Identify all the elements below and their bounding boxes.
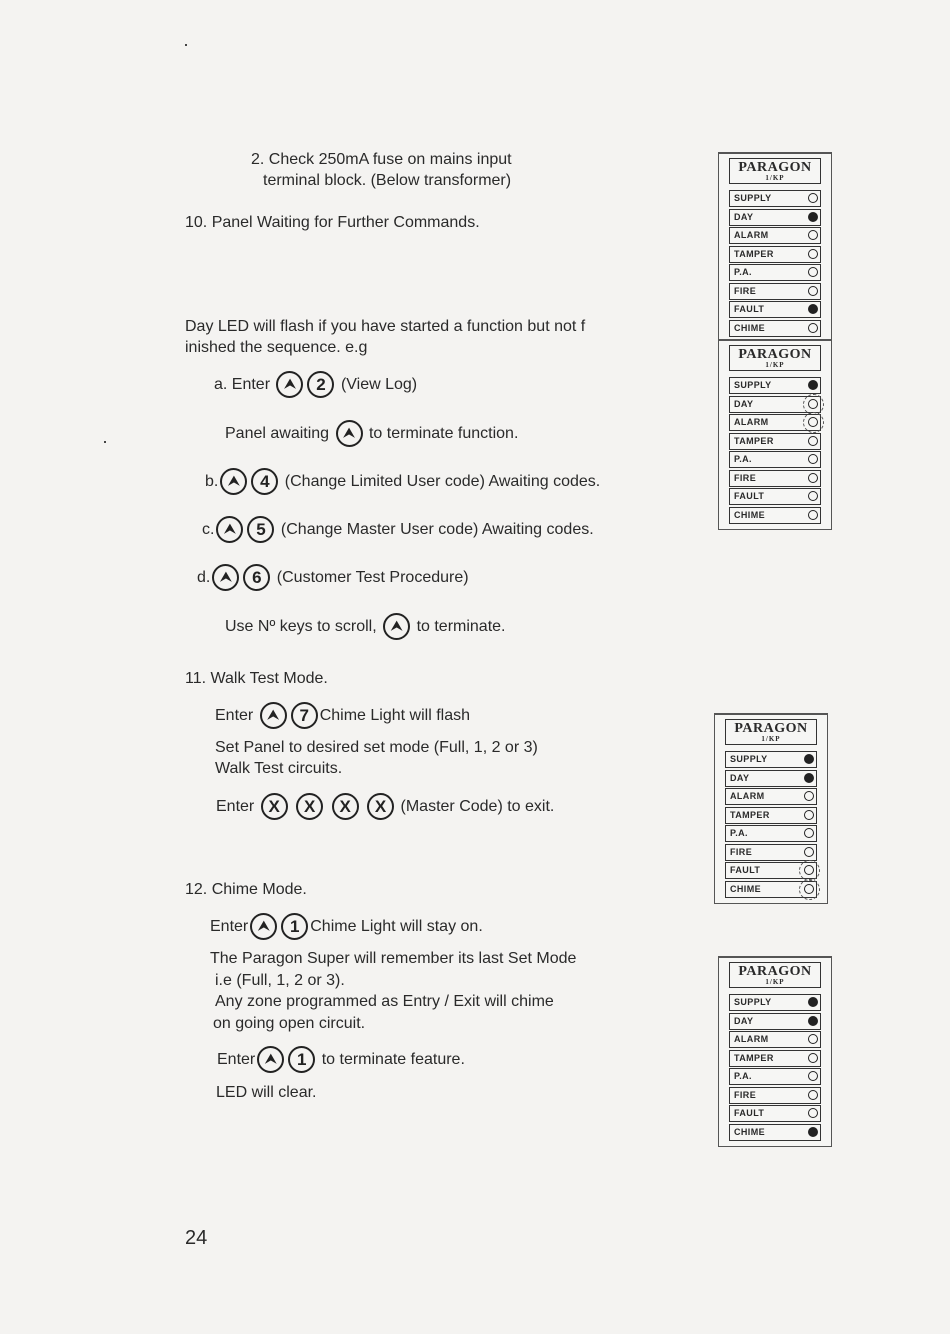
panel-row-label: CHIME — [730, 883, 761, 894]
fuse-line-1: 2. Check 250mA fuse on mains input — [251, 151, 512, 168]
led-off-icon — [808, 1053, 818, 1063]
chime-enter — [210, 912, 483, 941]
panel-row-label: FAULT — [734, 491, 765, 501]
day-led-line-1: Day LED will flash if you have started a function but not f — [185, 318, 586, 335]
led-off-icon — [808, 1071, 818, 1081]
key-4-icon: 4 — [251, 468, 278, 495]
led-on-icon — [804, 773, 814, 783]
paragon-logo — [729, 345, 821, 371]
function-key-icon: ⮝ — [216, 516, 243, 543]
walk-test-set-line-2: Walk Test circuits. — [215, 760, 343, 777]
panel-row — [725, 788, 817, 805]
chime-para-2: i.e (Full, 1, 2 or 3). — [215, 972, 345, 989]
key-x-icon: X — [261, 793, 288, 820]
led-off-icon — [808, 193, 818, 203]
led-off-icon — [808, 1090, 818, 1100]
paragon-logo-name: PARAGON — [738, 347, 812, 362]
scan-mark — [104, 441, 106, 443]
panel-row — [725, 751, 817, 768]
panel-row-label: ALARM — [734, 417, 769, 427]
panel-row — [725, 770, 817, 787]
panel-row-label: ALARM — [734, 1034, 769, 1044]
paragon-logo-sub: 1/KP — [765, 978, 785, 986]
panel-row — [729, 1050, 821, 1067]
panel-row — [729, 451, 821, 468]
panel-row — [729, 414, 821, 431]
key-x-icon: X — [367, 793, 394, 820]
panel-row — [729, 320, 821, 337]
led-flash-icon — [804, 884, 814, 894]
led-on-icon — [808, 212, 818, 222]
chime-terminate — [217, 1045, 465, 1074]
panel-row — [729, 190, 821, 207]
panel-row — [729, 433, 821, 450]
panel-row-label: SUPPLY — [730, 754, 768, 764]
panel-row — [725, 825, 817, 842]
key-5-icon: 5 — [247, 516, 274, 543]
paragon-logo — [725, 719, 817, 745]
function-key-icon: ⮝ — [257, 1046, 284, 1073]
chime-enter-label: Enter — [210, 918, 249, 935]
panel-row — [729, 470, 821, 487]
panel-row-label: FIRE — [734, 1089, 757, 1100]
led-on-icon — [808, 304, 818, 314]
chime-para-3: Any zone programmed as Entry / Exit will chime — [215, 993, 554, 1010]
panel-row — [725, 881, 817, 898]
step-12-title: 12. Chime Mode. — [185, 881, 307, 898]
led-off-icon — [808, 323, 818, 333]
led-off-icon — [808, 473, 818, 483]
panel-row-label: ALARM — [730, 791, 765, 801]
function-key-icon: ⮝ — [383, 613, 410, 640]
panel-row — [729, 227, 821, 244]
panel-row-label: P.A. — [734, 1071, 752, 1081]
led-on-icon — [808, 1016, 818, 1026]
panel-row-label: DAY — [730, 772, 750, 783]
walk-test-enter-label: Enter — [215, 707, 254, 724]
function-key-icon: ⮝ — [276, 371, 303, 398]
led-on-icon — [804, 754, 814, 764]
key-1-icon: 1 — [288, 1046, 315, 1073]
key-1-icon: 1 — [281, 913, 308, 940]
fuse-line-2: terminal block. (Below transformer) — [263, 172, 512, 189]
walk-test-enter-suffix: Chime Light will flash — [319, 707, 470, 724]
example-d — [197, 563, 469, 592]
walk-test-exit — [216, 792, 554, 821]
panel-row-label: DAY — [734, 1015, 754, 1026]
paragon-logo — [729, 158, 821, 184]
example-c-suffix: (Change Master User code) Awaiting codes. — [280, 521, 594, 538]
panel-row — [729, 283, 821, 300]
led-off-icon — [804, 810, 814, 820]
panel-row — [725, 844, 817, 861]
panel-awaiting-prefix: Panel awaiting — [225, 425, 330, 442]
led-flash-icon — [808, 417, 818, 427]
led-off-icon — [808, 436, 818, 446]
key-x-icon: X — [332, 793, 359, 820]
panel-row-label: SUPPLY — [734, 193, 772, 203]
walk-test-exit-label: Enter — [216, 798, 255, 815]
panel-row — [729, 1068, 821, 1085]
example-d-suffix: (Customer Test Procedure) — [276, 569, 469, 586]
panel-row — [725, 807, 817, 824]
page-number: 24 — [185, 1227, 208, 1249]
key-2-icon: 2 — [307, 371, 334, 398]
panel-row — [729, 1013, 821, 1030]
function-key-icon: ⮝ — [220, 468, 247, 495]
panel-row-label: FAULT — [734, 1108, 765, 1118]
paragon-logo-sub: 1/KP — [765, 174, 785, 182]
panel-awaiting-suffix: to terminate function. — [368, 425, 519, 442]
paragon-logo-name: PARAGON — [738, 964, 812, 979]
paragon-logo-sub: 1/KP — [765, 361, 785, 369]
panel-row — [729, 488, 821, 505]
panel-row — [725, 862, 817, 879]
led-off-icon — [808, 1108, 818, 1118]
panel-row — [729, 396, 821, 413]
panel-row-label: TAMPER — [734, 248, 774, 259]
panel-row-label: TAMPER — [734, 435, 774, 446]
panel-row — [729, 264, 821, 281]
panel-row-label: P.A. — [734, 267, 752, 277]
led-off-icon — [808, 230, 818, 240]
example-a — [214, 370, 417, 399]
scan-mark — [185, 44, 187, 46]
led-off-icon — [808, 267, 818, 277]
panel-diagram — [718, 339, 832, 530]
led-off-icon — [808, 249, 818, 259]
key-7-icon: 7 — [291, 702, 318, 729]
example-c-prefix: c. — [202, 521, 215, 538]
led-flash-icon — [804, 865, 814, 875]
panel-row — [729, 301, 821, 318]
panel-row-label: P.A. — [734, 454, 752, 464]
paragon-logo-sub: 1/KP — [761, 735, 781, 743]
panel-row-label: ALARM — [734, 230, 769, 240]
panel-row — [729, 1087, 821, 1104]
function-key-icon: ⮝ — [336, 420, 363, 447]
function-key-icon: ⮝ — [212, 564, 239, 591]
led-off-icon — [804, 847, 814, 857]
panel-row — [729, 1105, 821, 1122]
panel-row-label: CHIME — [734, 322, 765, 333]
walk-test-exit-suffix: (Master Code) to exit. — [400, 798, 555, 815]
panel-row — [729, 507, 821, 524]
panel-row-label: FAULT — [730, 865, 761, 875]
paragon-logo — [729, 962, 821, 988]
panel-row-label: FIRE — [734, 472, 757, 483]
led-off-icon — [808, 454, 818, 464]
led-off-icon — [808, 1034, 818, 1044]
walk-test-enter — [215, 701, 470, 730]
panel-row-label: TAMPER — [730, 809, 770, 820]
example-b-suffix: (Change Limited User code) Awaiting codes. — [284, 473, 601, 490]
panel-diagram — [714, 713, 828, 904]
panel-row-label: FIRE — [734, 285, 757, 296]
panel-diagram — [718, 152, 832, 343]
panel-row — [729, 1031, 821, 1048]
chime-terminate-suffix: to terminate feature. — [321, 1051, 465, 1068]
function-key-icon: ⮝ — [250, 913, 277, 940]
example-b — [205, 467, 600, 496]
led-off-icon — [804, 828, 814, 838]
chime-para-4: on going open circuit. — [213, 1015, 366, 1032]
panel-row-label: CHIME — [734, 509, 765, 520]
chime-para-1: The Paragon Super will remember its last Set Mode — [210, 950, 577, 967]
led-off-icon — [808, 491, 818, 501]
example-b-prefix: b. — [205, 473, 219, 490]
step-11-title: 11. Walk Test Mode. — [185, 670, 328, 687]
chime-terminate-label: Enter — [217, 1051, 256, 1068]
example-a-suffix: (View Log) — [340, 376, 418, 393]
paragon-logo-name: PARAGON — [734, 721, 808, 736]
led-on-icon — [808, 997, 818, 1007]
led-off-icon — [804, 791, 814, 801]
key-6-icon: 6 — [243, 564, 270, 591]
function-key-icon: ⮝ — [260, 702, 287, 729]
led-on-icon — [808, 380, 818, 390]
walk-test-set-line-1: Set Panel to desired set mode (Full, 1, 2 or 3) — [215, 739, 538, 756]
led-off-icon — [808, 510, 818, 520]
panel-diagram — [718, 956, 832, 1147]
panel-row — [729, 246, 821, 263]
panel-row — [729, 994, 821, 1011]
step-10-title: 10. Panel Waiting for Further Commands. — [185, 214, 480, 231]
chime-enter-suffix: Chime Light will stay on. — [310, 918, 483, 935]
panel-row-label: CHIME — [734, 1126, 765, 1137]
panel-row — [729, 1124, 821, 1141]
led-clear-note: LED will clear. — [216, 1084, 317, 1101]
example-a-prefix: a. Enter — [214, 376, 271, 393]
day-led-line-2: inished the sequence. e.g — [185, 339, 368, 356]
example-d-prefix: d. — [197, 569, 211, 586]
led-flash-icon — [808, 399, 818, 409]
led-on-icon — [808, 1127, 818, 1137]
scroll-suffix: to terminate. — [416, 618, 506, 635]
panel-row — [729, 209, 821, 226]
panel-awaiting — [225, 419, 518, 448]
panel-row-label: DAY — [734, 211, 754, 222]
led-off-icon — [808, 286, 818, 296]
panel-row-label: P.A. — [730, 828, 748, 838]
paragon-logo-name: PARAGON — [738, 160, 812, 175]
example-c — [202, 515, 594, 544]
key-x-icon: X — [296, 793, 323, 820]
panel-row-label: TAMPER — [734, 1052, 774, 1063]
panel-row-label: FIRE — [730, 846, 753, 857]
panel-row-label: FAULT — [734, 304, 765, 314]
scroll-instruction — [225, 612, 506, 641]
panel-row — [729, 377, 821, 394]
panel-row-label: SUPPLY — [734, 380, 772, 390]
panel-row-label: SUPPLY — [734, 997, 772, 1007]
scroll-prefix: Use Nº keys to scroll, — [225, 618, 377, 635]
panel-row-label: DAY — [734, 398, 754, 409]
